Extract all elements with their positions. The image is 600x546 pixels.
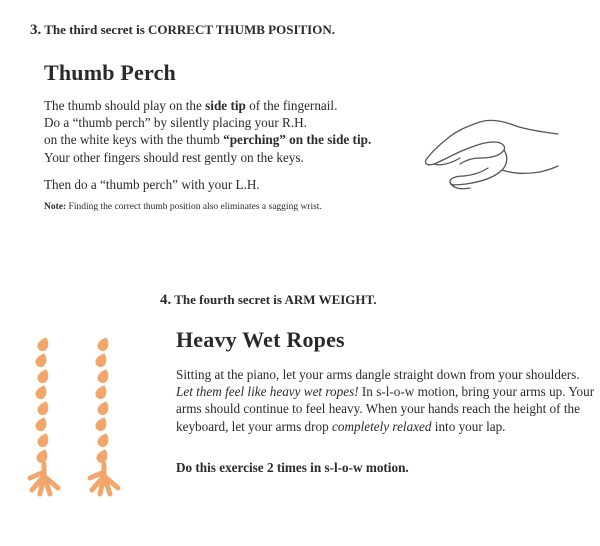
line1-bold: side tip [205,98,246,113]
section3-note [44,202,322,212]
wet-ropes-icon [22,338,142,508]
para-2: In s-l-o-w motion, bring your arms up. Your arms should continue to feel heavy. When your hands reach the height of the keyboard, let your arms drop [176,384,595,434]
note-text: Finding the correct thumb position also eliminates a sagging wrist. [66,202,322,212]
line1-post: of the fingernail. [245,98,338,113]
para-italic-2: completely relaxed [332,418,432,434]
para-italic-1: Let them feel like heavy wet ropes! [176,384,359,400]
section4-paragraph [176,366,596,435]
section3-body [44,97,414,193]
section3-heading: Thumb Perch [44,60,176,85]
para-1: Sitting at the piano, let your arms dangle straight down from your shoulders. [176,367,580,382]
line1-pre: The thumb should play on the [44,98,206,113]
section4-heading: Heavy Wet Ropes [176,327,345,352]
section3-line3 [44,131,414,148]
hand-thumb-perch-icon [420,112,560,198]
section4-para [176,366,596,435]
section3-line1 [44,97,414,114]
note-label: Note: [44,202,67,212]
line3-bold: “perching” on the side tip. [223,132,372,148]
section3-line5: Then do a “thumb perch” with your L.H. [44,176,260,192]
section3-intro [30,22,335,39]
para-3: into your lap. [431,418,506,434]
section4-intro [160,292,376,309]
section3-intro-text: The third secret is CORRECT THUMB POSITION. [44,22,335,37]
section3-line2: Do a “thumb perch” by silently placing your R.H. [44,115,307,131]
section3-number: 3. [30,22,42,38]
section4-intro-text: The fourth secret is ARM WEIGHT. [174,292,377,307]
section3-line4: Your other fingers should rest gently on the keys. [44,149,304,165]
line3-pre: on the white keys with the thumb [44,132,224,148]
section4-number: 4. [160,292,172,308]
section4-exercise: Do this exercise 2 times in s-l-o-w motion. [176,460,409,475]
